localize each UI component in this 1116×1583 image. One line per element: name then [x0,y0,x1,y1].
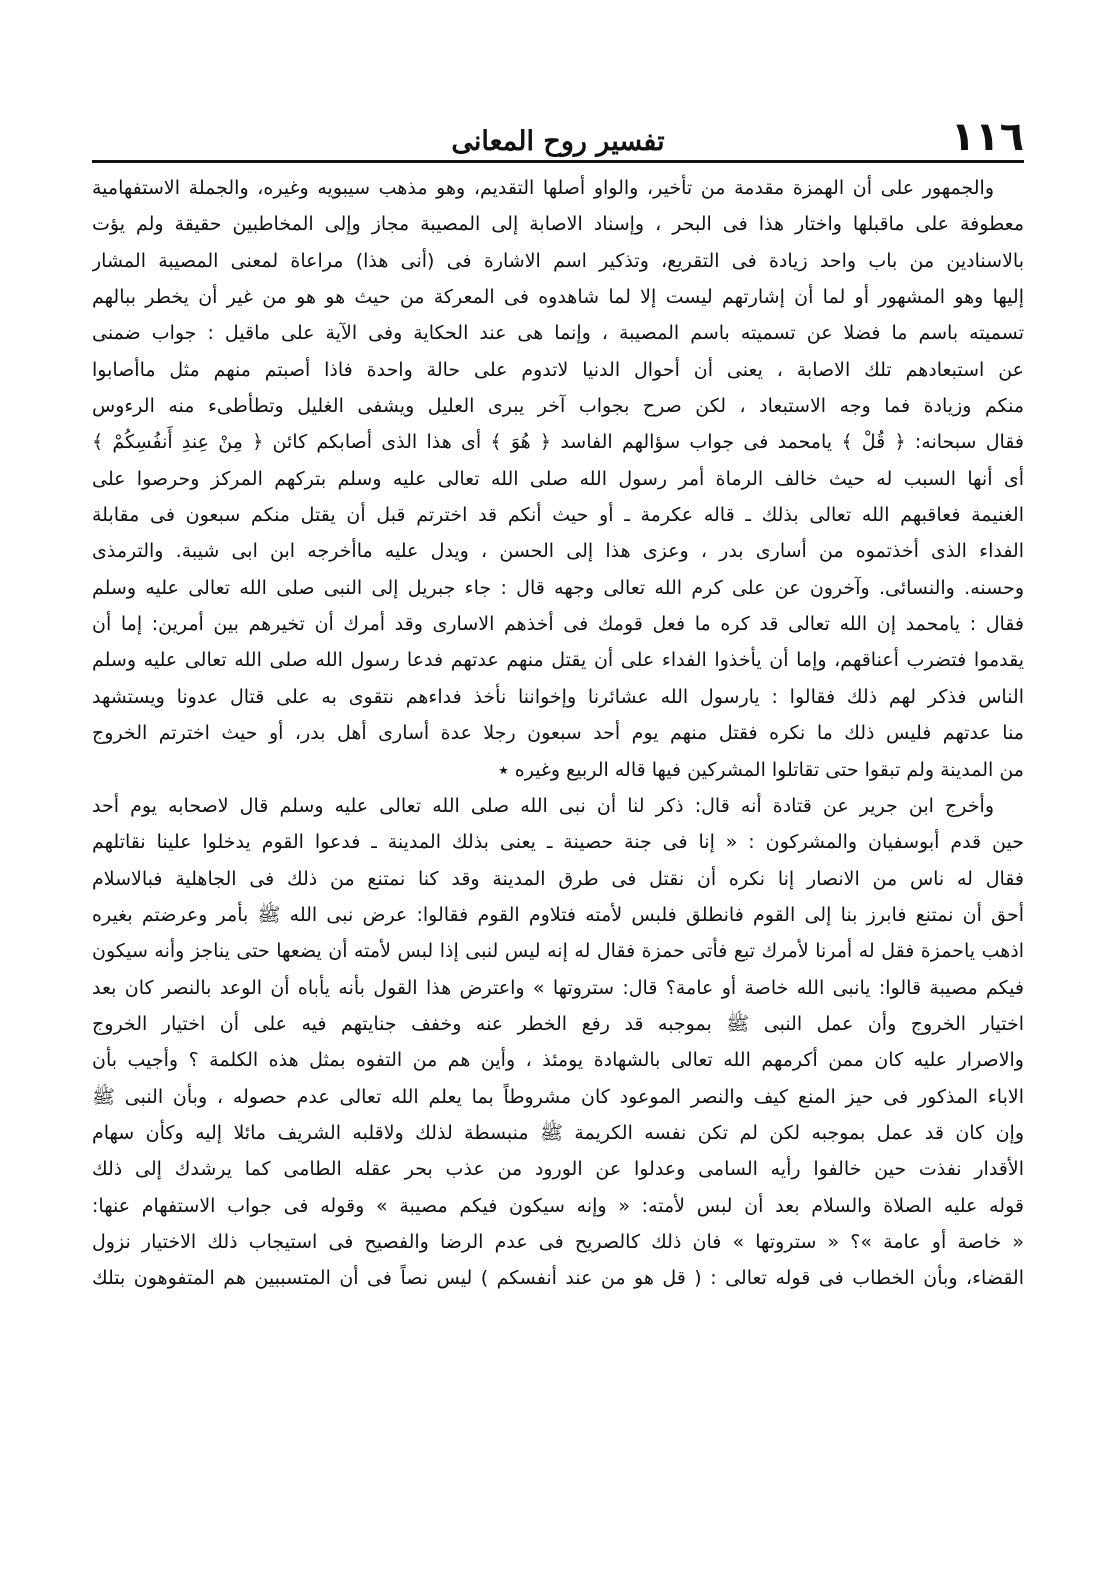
page-number: ١١٦ [950,114,1024,160]
text-line: الفداء الذى أخذتموه من أسارى بدر ، وعزى هذا إلى الحسن ، ويدل عليه ماأخرجه ابن ابى شيبة. والترمذى [92,540,1024,563]
text-line: من المدينة ولم تبقوا حتى تقاتلوا المشركين فيها قاله الربيع وغيره ٭ [498,758,1024,781]
text-line: عن استبعادهم تلك الاصابة ، يعنى أن أحوال الدنيا لاتدوم على حالة واحدة فاذا أصبتم منهم مثل ماأصابوا [92,358,1024,381]
text-line: وإن كان قد عمل بموجبه لكن لم تكن نفسه الكريمة ﷺ منبسطة لذلك ولاقلبه الشريف مائلا إليه وكأن سهام [92,1121,1024,1144]
text-line: قوله عليه الصلاة والسلام بعد أن لبس لأمته: « وإنه سيكون فيكم مصيبة » وقوله فى جواب الاستفهام عنها: [92,1194,1024,1217]
body-text [92,170,1024,1297]
running-title: تفسير روح المعانى [451,126,665,157]
text-line: فقال له ناس من الانصار إنا نكره أن نقتل فى طرق المدينة وقد كنا نمتنع من ذلك فى الجاهلية فبالاسلام [92,867,1024,890]
text-line: حين قدم أبوسفيان والمشركون : « إنا فى جنة حصينة ـ يعنى بذلك المدينة ـ فدعوا القوم يدخلوا علينا نقاتلهم [92,831,1024,854]
text-line: الأقدار نفذت حين خالفوا رأيه السامى وعدلوا عن الورود من عذب بحر عقله الطامى كما يرشدك إلى ذلك [92,1158,1024,1181]
text-line: وحسنه. والنسائى. وآخرون عن على كرم الله تعالى وجهه قال : جاء جبريل إلى النبى صلى الله تعالى عليه وسلم [92,576,1024,599]
text-line: والجمهور على أن الهمزة مقدمة من تأخير، والواو أصلها التقديم، وهو مذهب سيبويه وغيره، والجملة الاستفهامية [92,177,994,199]
text-line: أحق أن نمتنع فابرز بنا إلى القوم فانطلق فلبس لأمته فتلاوم القوم فقالوا: عرض نبى الله ﷺ بأمر وعرضتم بغيره [92,903,1024,926]
text-line: فقال سبحانه: ﴿ قُلْ ﴾ يامحمد فى جواب سؤالهم الفاسد ﴿ هُوَ ﴾ أى هذا الذى أصابكم كائن ﴿ مِنْ عِندِ أَنفُسِكُمْ ﴾ [92,431,1024,454]
text-line: الناس فذكر لهم ذلك فقالوا : يارسول الله عشائرنا وإخواننا نأخذ فداءهم نتقوى به على قتال عدونا ويستشهد [92,685,1024,708]
text-line: فيكم مصيبة قالوا: يانبى الله خاصة أو عامة؟ قال: ستروتها » واعترض هذا القول بأنه يأباه أن الوعد بالنصر كان بعد [92,976,1024,999]
text-line: منا عدتهم فليس ذلك ما نكره فقتل منهم يوم أحد سبعون رجلا عدة أسارى أهل بدر، أو حيث اخترتم الخروج [92,722,1024,745]
page-header [92,114,1024,164]
text-line: الاباء المذكور فى حيز المنع كيف والنصر الموعود كان مشروطاً بما يعلم الله تعالى عدم حصوله ، وبأن النبى ﷺ [92,1085,1024,1108]
text-line: الغنيمة فعاقبهم الله تعالى بذلك ـ قاله عكرمة ـ أو حيث أنكم قد اخترتم قبل أن يقتل منكم سبعون فى مقابلة [92,504,1024,527]
text-line: وأخرج ابن جرير عن قتادة أنه قال: ذكر لنا أن نبى الله صلى الله تعالى عليه وسلم قال لاصحابه يوم أحد [92,794,994,817]
text-line: بالاسنادين من باب واحد زيادة فى التقريع، وتذكير اسم الاشارة فى (أنى هذا) مراعاة لمعنى المصيبة المشار [92,249,1024,272]
text-line: القضاء، وبأن الخطاب فى قوله تعالى : ( قل هو من عند أنفسكم ) ليس نصاً فى أن المتسببين هم المتفوهون بتلك [92,1267,1024,1290]
header-rule [92,160,1024,163]
text-line: معطوفة على ماقبلها واختار هذا فى البحر ، وإسناد الاصابة إلى المصيبة مجاز وإلى المخاطبين حقيقة ولم يؤت [92,213,1024,236]
text-line: يقدموا فتضرب أعناقهم، وإما أن يأخذوا الفداء على أن يقتل منهم عدتهم فدعا رسول الله صلى الله تعالى عليه وسلم [92,649,1024,672]
text-line: اختيار الخروج وأن عمل النبى ﷺ بموجبه قد رفع الخطر عنه وخفف جنايتهم فيه على أن اختيار الخروج [92,1012,1024,1035]
text-line: منكم وزيادة فما وجه الاستبعاد ، لكن صرح بجواب آخر يبرى العليل ويشفى الغليل وتطأطىء منه الرءوس [92,395,1024,418]
text-line: اذهب ياحمزة فقل له أمرنا لأمرك تبع فأتى حمزة فقال له إنه ليس لنبى إذا لبس لأمته أن يضعها حتى يناجز وأنه سيكون [92,940,1024,963]
text-line: والاصرار عليه كان ممن أكرمهم الله تعالى بالشهادة يومئذ ، وأين هم من التفوه بمثل هذه الكلمة ؟ وأجيب بأن [92,1049,1024,1072]
text-line: فقال : يامحمد إن الله تعالى قد كره ما فعل قومك فى أخذهم الاسارى وقد أمرك أن تخيرهم بين أمرين: إما أن [92,613,1024,636]
text-line: تسميته باسم ما فضلا عن تسميته باسم المصيبة ، وإنما هى عند الحكاية وفى الآية على ماقيل : جواب ضمنى [92,322,1024,345]
text-line: « خاصة أو عامة »؟ « ستروتها » فان ذلك كالصريح فى عدم الرضا والفصيح فى استيجاب ذلك الاختيار نزول [92,1230,1024,1253]
text-line: أى أنها السبب له حيث خالف الرماة أمر رسول الله صلى الله تعالى عليه وسلم بتركهم المركز وحرصوا على [92,467,1024,490]
text-line: إليها وهو المشهور أو لما أن إشارتهم ليست إلا لما شاهدوه فى المعركة من حيث هو هو من غير أن يخطر ببالهم [92,286,1024,309]
